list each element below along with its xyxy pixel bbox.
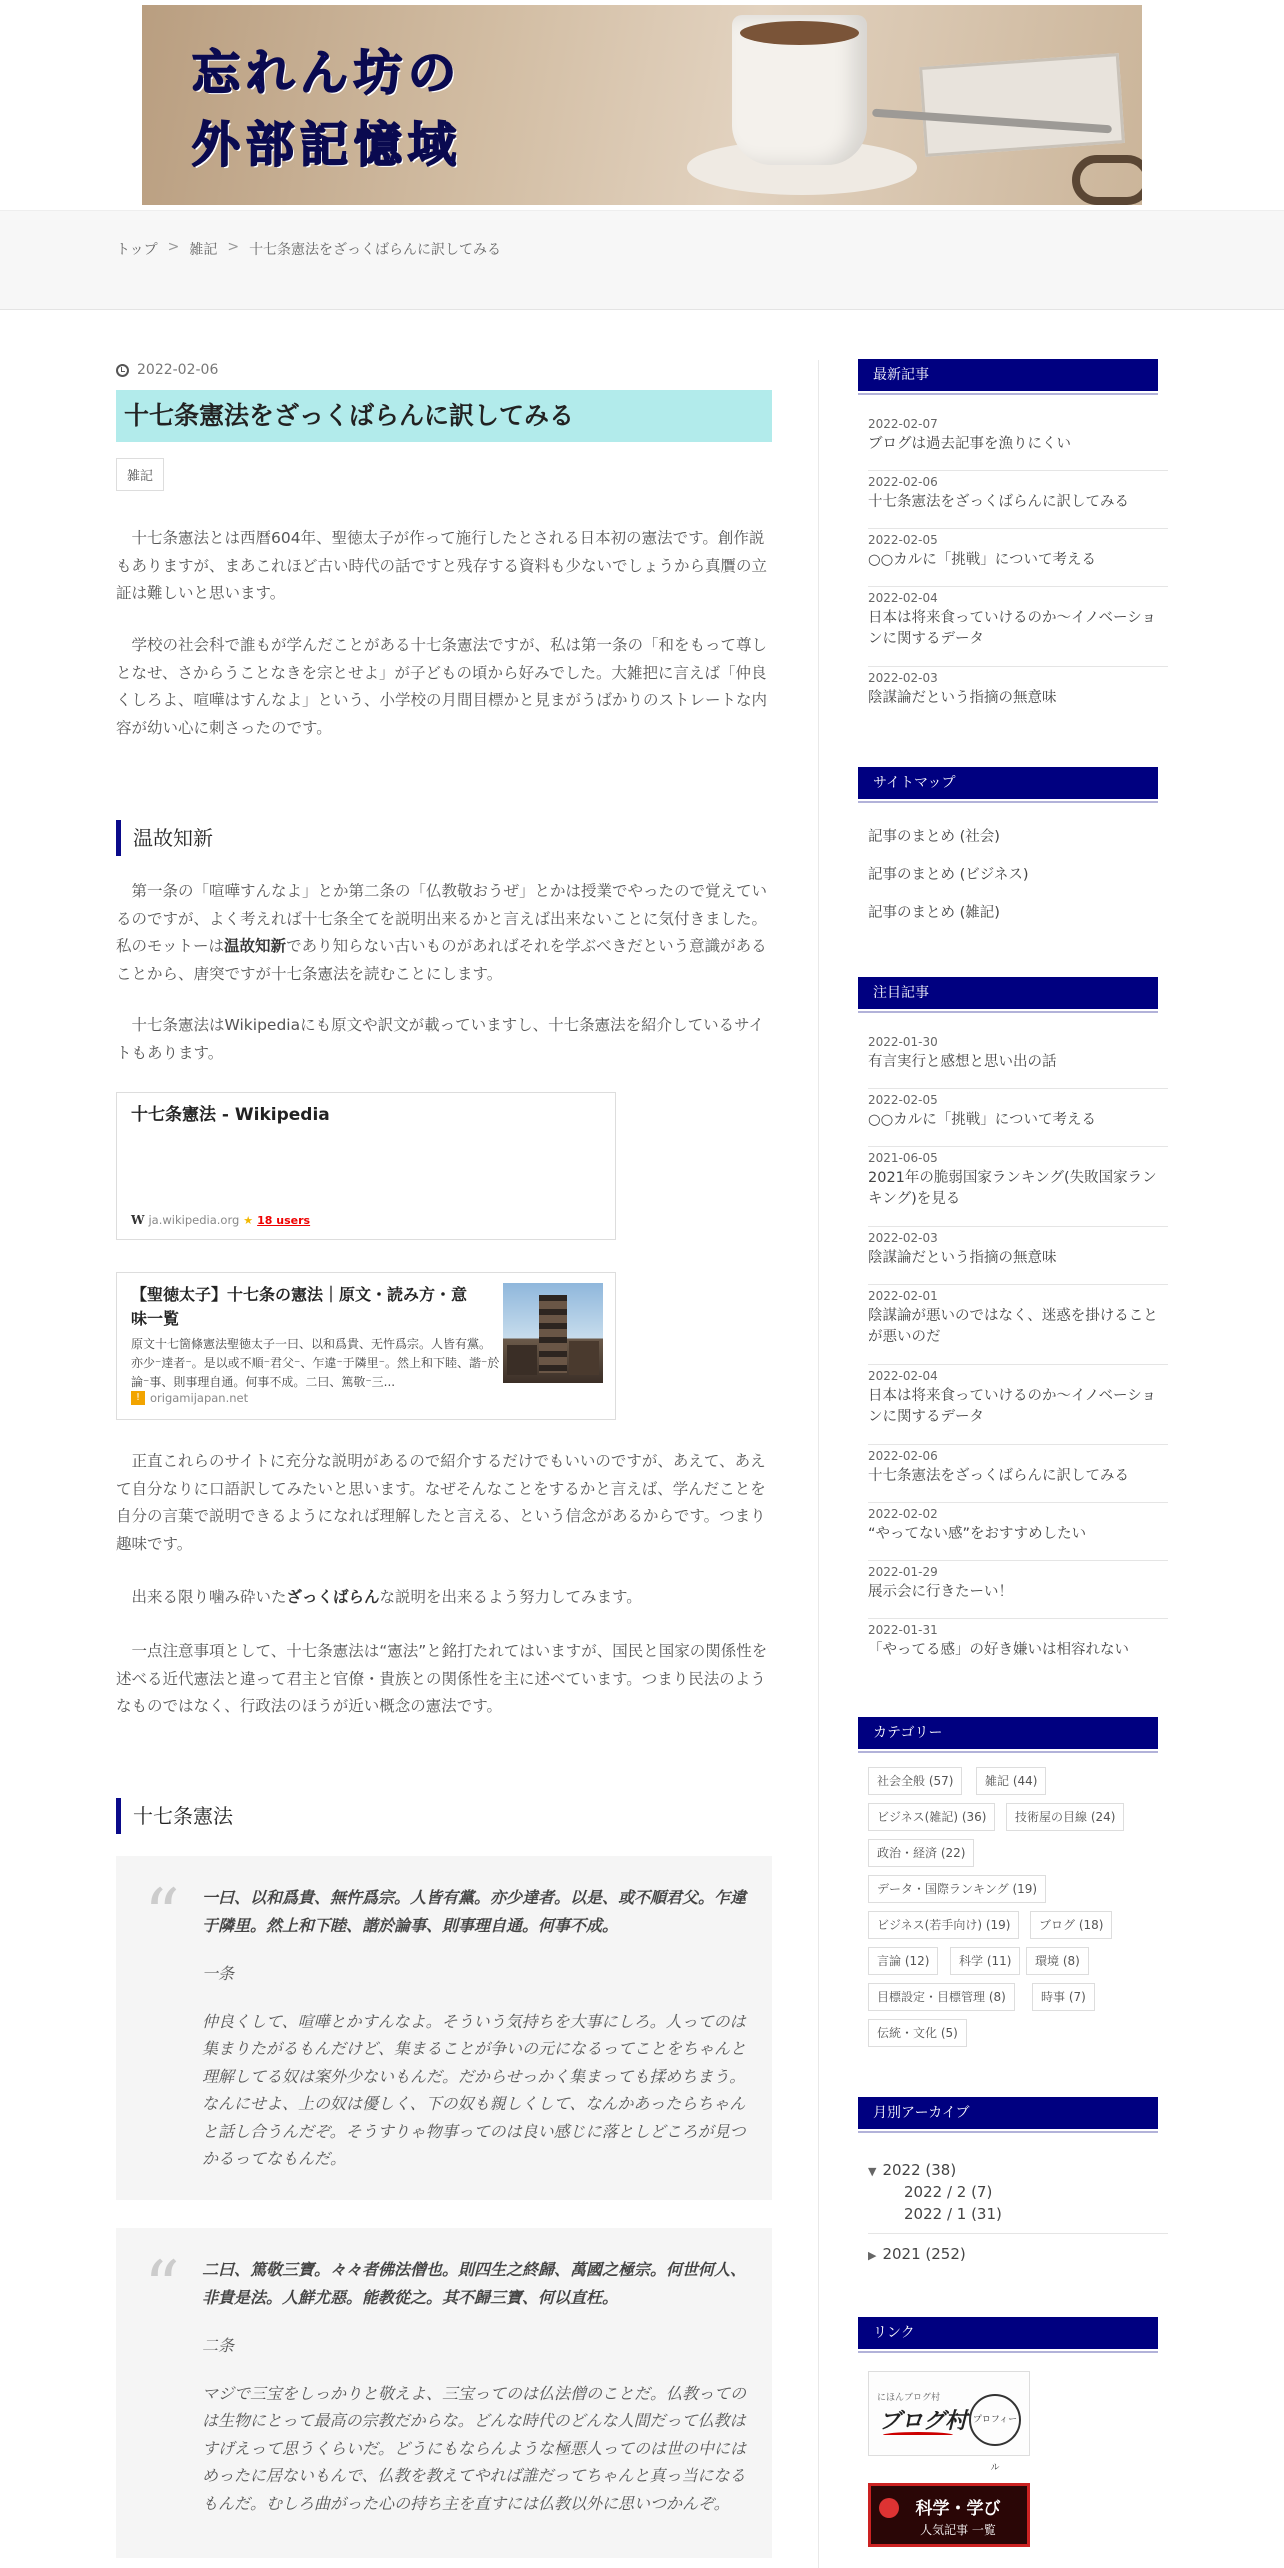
quote-article-2	[116, 2228, 772, 2558]
flower-icon	[879, 2498, 899, 2518]
link-card-title[interactable]: 十七条憲法 - Wikipedia	[131, 1105, 330, 1125]
featured-post-item[interactable]: 2022-02-03 陰謀論だという指摘の無意味	[868, 1231, 1168, 1285]
category-chip[interactable]: 政治・経済 (22)	[868, 1839, 974, 1867]
breadcrumb	[116, 239, 501, 259]
category-chip[interactable]: 雑記 (44)	[976, 1767, 1046, 1795]
widget-heading-latest: 最新記事	[858, 359, 1158, 391]
divider	[868, 2233, 1168, 2234]
quote-number: 一条	[202, 1964, 235, 1983]
quote-original: 一曰、以和爲貴、無忤爲宗。人皆有黨。亦少達者。以是、或不順君父。乍違于隣里。然上和下睦、諧於論事、則事理自通。何事不成。	[202, 1888, 747, 1935]
category-chip[interactable]: 科学 (11)	[950, 1947, 1020, 1975]
breadcrumb-top[interactable]: トップ	[116, 242, 158, 258]
latest-post-item[interactable]: 2022-02-04 日本は将来食っていけるのか～イノベーションに関するデータ	[868, 591, 1168, 667]
category-chip[interactable]: 社会全般 (57)	[868, 1767, 962, 1795]
temple-thumbnail-image	[503, 1283, 603, 1383]
category-chip[interactable]: 技術屋の目線 (24)	[1006, 1803, 1124, 1831]
blogmura-logo: ブログ村	[879, 2409, 968, 2434]
latest-post-item[interactable]: 2022-02-07 ブログは過去記事を漁りにくい	[868, 417, 1168, 471]
featured-post-item[interactable]: 2022-01-30 有言実行と感想と思い出の話	[868, 1035, 1168, 1089]
widget-heading-sitemap: サイトマップ	[858, 767, 1158, 799]
link-card-wikipedia[interactable]	[116, 1092, 616, 1240]
category-chip[interactable]: 環境 (8)	[1026, 1947, 1089, 1975]
link-card-site: origamijapan.net	[150, 1391, 249, 1405]
profile-circle: プロフィール	[969, 2394, 1021, 2446]
blogmura-banner[interactable]: にほんブログ村 ブログ村 プロフィール	[868, 2371, 1030, 2456]
link-card-origami[interactable]	[116, 1272, 616, 1420]
link-card-excerpt: 原文十七箇條憲法聖徳太子一曰、以和爲貴、无忤爲宗。人皆有黨。亦少⁻達者⁻。是以或不順⁻君父⁻、乍違⁻于隣里⁻。然上和下睦、諧⁻於論⁻事、則事理自通。何事不成。二曰、篤敬⁻三...	[131, 1337, 500, 1389]
archive-year-2022[interactable]: ▼ 2022 (38)	[868, 2161, 957, 2179]
breadcrumb-separator: >	[167, 239, 180, 255]
paragraph: 一点注意事項として、十七条憲法は“憲法”と銘打たれてはいますが、国民と国家の関係性を述べる近代憲法と違って君主と官僚・貴族との関係性を主に述べています。つまり民法のようなものではなく、行政法のほうが近い概念の憲法です。	[116, 1642, 768, 1715]
widget-heading-links: リンク	[858, 2317, 1158, 2349]
banner-cup-image	[732, 15, 867, 165]
header-banner[interactable]	[142, 5, 1142, 205]
quote-icon: “	[144, 1874, 180, 1956]
clock-icon	[116, 364, 129, 377]
featured-post-item[interactable]: 2022-02-05 ○○カルに「挑戦」について考える	[868, 1093, 1168, 1147]
site-favicon-icon: !	[131, 1391, 145, 1405]
archive-year-2021[interactable]: ▶ 2021 (252)	[868, 2245, 966, 2263]
star-icon: ★	[243, 1213, 254, 1227]
paragraph: 正直これらのサイトに充分な説明があるので紹介するだけでもいいのですが、あえて、あえて自分なりに口語訳してみたいと思います。なぜそんなことをするかと言えば、学んだことを自分の言葉で説明できるようになれば理解したと言える、という信念があるからです。つまり趣味です。	[116, 1452, 766, 1553]
article	[116, 360, 772, 2513]
sitemap-link[interactable]: 記事のまとめ (社会)	[868, 829, 1000, 845]
quote-article-1	[116, 1856, 772, 2200]
featured-post-item[interactable]: 2022-02-02 “やってない感”をおすすめしたい	[868, 1507, 1168, 1561]
science-ranking-banner[interactable]	[868, 2483, 1030, 2547]
latest-post-item[interactable]: 2022-02-06 十七条憲法をざっくばらんに訳してみる	[868, 475, 1168, 529]
widget-heading-featured: 注目記事	[858, 977, 1158, 1009]
section-heading: 温故知新	[116, 820, 772, 856]
archive-month-link[interactable]: 2022 / 2 (7)	[904, 2183, 993, 2201]
latest-post-item[interactable]: 2022-02-03 陰謀論だという指摘の無意味	[868, 671, 1057, 706]
wikipedia-icon: W	[131, 1213, 145, 1227]
archive-month-link[interactable]: 2022 / 1 (31)	[904, 2205, 1002, 2223]
featured-post-item[interactable]: 2022-01-31 「やってる感」の好き嫌いは相容れない	[868, 1623, 1129, 1658]
paragraph: 十七条憲法はWikipediaにも原文や訳文が載っていますし、十七条憲法を紹介しているサイトもあります。	[116, 1016, 765, 1062]
category-chip[interactable]: 言論 (12)	[868, 1947, 938, 1975]
category-chip[interactable]: ビジネス(雑記) (36)	[868, 1803, 995, 1831]
banner-phone-image	[919, 53, 1125, 157]
category-chip[interactable]: データ・国際ランキング (19)	[868, 1875, 1046, 1903]
category-tag[interactable]: 雑記	[116, 458, 164, 491]
latest-post-item[interactable]: 2022-02-05 ○○カルに「挑戦」について考える	[868, 533, 1168, 587]
category-chip[interactable]: 伝統・文化 (5)	[868, 2019, 967, 2047]
paragraph: 十七条憲法とは西暦604年、聖徳太子が作って施行したとされる日本初の憲法です。創作説もありますが、まあこれほど古い時代の話ですと残存する資料も少ないでしょうから真贋の立証は難しいと思います。	[116, 529, 768, 602]
banner-line2: 人気記事 一覧	[920, 2523, 996, 2537]
paragraph: 学校の社会科で誰もが学んだことがある十七条憲法ですが、私は第一条の「和をもって尊しとなせ、さからうことなきを宗とせよ」が子どもの頃から好みでした。大雑把に言えば「仲良くしろよ、喧嘩はすんなよ」という、小学校の月間目標かと見まがうばかりのストレートな内容が幼い心に刺さったのです。	[116, 636, 768, 737]
caret-right-icon: ▶	[868, 2249, 877, 2262]
hatena-users-badge[interactable]: 18 users	[257, 1213, 311, 1227]
category-chip[interactable]: 目標設定・目標管理 (8)	[868, 1983, 1015, 2011]
site-title: 忘れん坊の 外部記憶域	[192, 45, 463, 173]
page-title: 十七条憲法をざっくばらんに訳してみる	[116, 390, 772, 442]
column-divider	[818, 360, 819, 2568]
site-header	[0, 0, 1284, 210]
quote-translation: マジで三宝をしっかりと敬えよ、三宝ってのは仏法僧のことだ。仏教ってのは生物にとって最高の宗教だからな。どんな時代のどんな人間だって仏教はすげえって思うくらいだ。どうにもならんような極悪人ってのは世の中にはめったに居ないもんで、仏教を教えてやれば誰だってちゃんと真っ当になるもんだ。むしろ曲がった心の持ち主を直すには仏教以外に思いつかんぞ。	[202, 2383, 747, 2513]
widget-heading-category: カテゴリー	[858, 1717, 1158, 1749]
link-card-site: ja.wikipedia.org	[148, 1213, 240, 1227]
widget-heading-archive: 月別アーカイブ	[858, 2097, 1158, 2129]
featured-post-item[interactable]: 2021-06-05 2021年の脆弱国家ランキング(失敗国家ランキング)を見る	[868, 1151, 1168, 1227]
paragraph: 第一条の「喧嘩すんなよ」とか第二条の「仏教敬おうぜ」とかは授業でやったので覚えているのですが、よく考えれば十七条全てを説明出来るかと言えば出来ないことに気付きました。私のモットーは温故知新であり知らない古いものがあればそれを学ぶべきだという意識があることから、唐突ですが十七条憲法を読むことにします。	[116, 882, 768, 983]
category-chip[interactable]: ブログ (18)	[1030, 1911, 1112, 1939]
quote-original: 二曰、篤敬三寶。々々者佛法僧也。則四生之終歸、萬國之極宗。何世何人、非貴是法。人鮮尤惡。能教從之。其不歸三寶、何以直枉。	[202, 2260, 747, 2307]
blogmura-swoosh	[883, 2432, 953, 2438]
sitemap-link[interactable]: 記事のまとめ (雑記)	[868, 905, 1000, 921]
banner-line1: 科学・学び	[915, 2499, 1001, 2519]
quote-icon: “	[144, 2246, 180, 2328]
post-date-text: 2022-02-06	[137, 362, 219, 378]
link-card-title[interactable]: 【聖徳太子】十七条の憲法｜原文・読み方・意味一覧	[131, 1285, 468, 1328]
featured-post-item[interactable]: 2022-02-04 日本は将来食っていけるのか～イノベーションに関するデータ	[868, 1369, 1168, 1445]
category-chip[interactable]: ビジネス(若手向け) (19)	[868, 1911, 1019, 1939]
breadcrumb-bar	[0, 210, 1284, 310]
banner-glasses-image	[1072, 155, 1142, 205]
sitemap-link[interactable]: 記事のまとめ (ビジネス)	[868, 867, 1029, 883]
breadcrumb-current: 十七条憲法をざっくばらんに訳してみる	[249, 242, 502, 258]
featured-post-item[interactable]: 2022-02-06 十七条憲法をざっくばらんに訳してみる	[868, 1449, 1168, 1503]
breadcrumb-separator: >	[227, 239, 240, 255]
paragraph: 出来る限り噛み砕いたざっくばらんな説明を出来るよう努力してみます。	[131, 1588, 642, 1606]
quote-translation: 仲良くして、喧嘩とかすんなよ。そういう気持ちを大事にしろ。人ってのは集まりたがるもんだけど、集まることが争いの元になるってことをちゃんと理解してる奴は案外少ないもんだ。だからせっかく集まっても揉めちまう。なんにせよ、上の奴は優しく、下の奴も親しくして、なんかあったらちゃんと話し合うんだぞ。そうすりゃ物事ってのは良い感じに落としどころが見つかるってなもんだ。	[202, 2011, 747, 2168]
featured-post-item[interactable]: 2022-02-01 陰謀論が悪いのではなく、迷惑を掛けることが悪いのだ	[868, 1289, 1168, 1365]
featured-post-item[interactable]: 2022-01-29 展示会に行きたーい！	[868, 1565, 1168, 1619]
breadcrumb-category[interactable]: 雑記	[189, 242, 218, 258]
quote-number: 二条	[202, 2336, 235, 2355]
post-date	[116, 360, 772, 380]
section-heading: 十七条憲法	[116, 1798, 772, 1834]
caret-down-icon: ▼	[868, 2165, 877, 2178]
category-chip[interactable]: 時事 (7)	[1032, 1983, 1095, 2011]
